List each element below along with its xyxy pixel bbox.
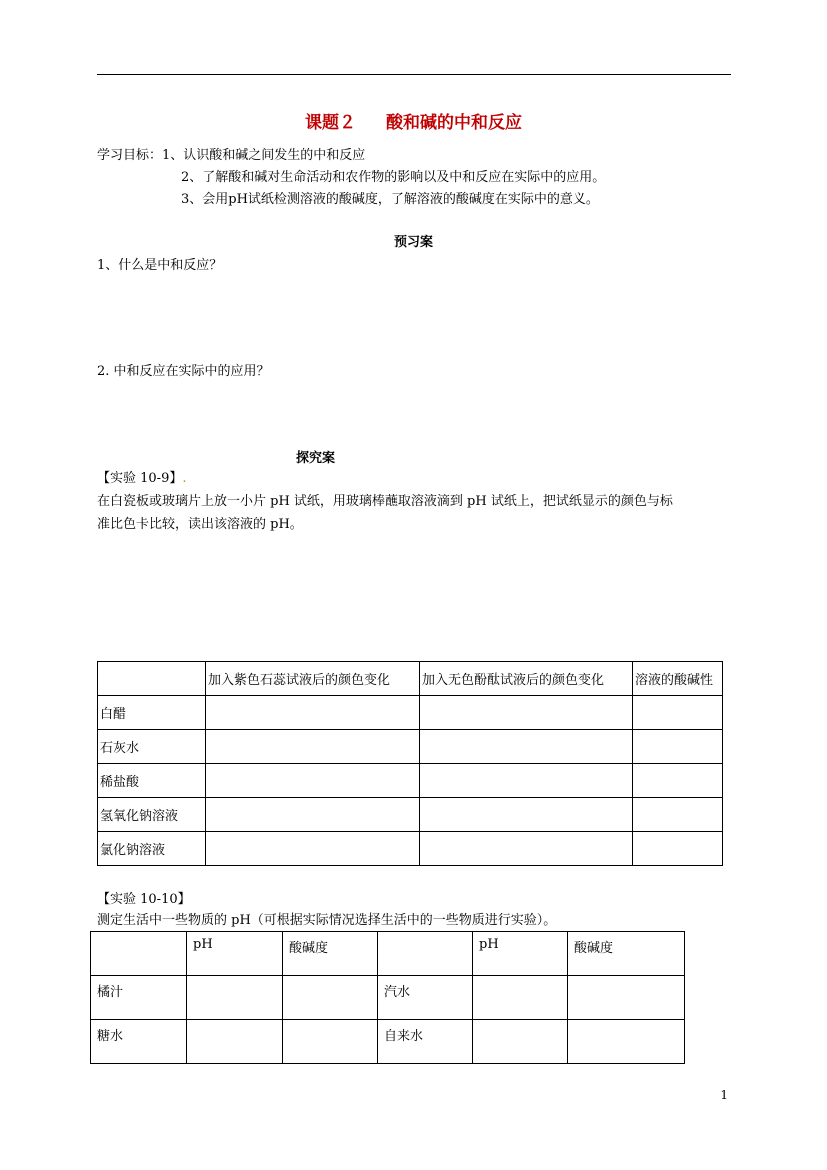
table-row <box>98 696 723 730</box>
row-label: 氢氧化钠溶液 <box>98 798 206 832</box>
preview-question-2: 2. 中和反应在实际中的应用？ <box>97 364 270 379</box>
experiment-10-9-title: 【实验 10-9】. <box>97 471 187 486</box>
table-row <box>91 976 685 1020</box>
answer-cell[interactable] <box>633 764 723 798</box>
table-header-cell: 加入紫色石蕊试液后的颜色变化 <box>206 662 420 696</box>
page-number: 1 <box>720 1088 728 1102</box>
indicator-table <box>97 661 723 866</box>
substance-label: 糖水 <box>91 1020 187 1064</box>
table-header-cell <box>91 932 187 976</box>
answer-cell[interactable] <box>420 730 633 764</box>
answer-cell[interactable] <box>206 696 420 730</box>
lesson-number: 课题２ <box>305 113 356 133</box>
answer-cell[interactable] <box>420 832 633 866</box>
table-row <box>98 730 723 764</box>
experiment-10-10-title: 【实验 10-10】 <box>97 892 191 907</box>
preview-question-1: 1、什么是中和反应？ <box>97 258 223 273</box>
answer-cell[interactable] <box>568 1020 685 1064</box>
learning-goal-1: 学习目标：1、认识酸和碱之间发生的中和反应 <box>97 148 366 163</box>
lesson-title: 酸和碱的中和反应 <box>386 113 522 133</box>
answer-cell[interactable] <box>187 1020 283 1064</box>
table-header-row <box>98 662 723 696</box>
table-header-cell: 加入无色酚酞试液后的颜色变化 <box>420 662 633 696</box>
table-header-cell: 酸碱度 <box>283 932 378 976</box>
table-header-cell: 酸碱度 <box>568 932 685 976</box>
table-row <box>91 1020 685 1064</box>
answer-cell[interactable] <box>283 976 378 1020</box>
row-label: 石灰水 <box>98 730 206 764</box>
table-row <box>98 832 723 866</box>
row-label: 白醋 <box>98 696 206 730</box>
answer-cell[interactable] <box>206 764 420 798</box>
answer-cell[interactable] <box>473 976 568 1020</box>
answer-cell[interactable] <box>420 696 633 730</box>
experiment-10-10-text: 测定生活中一些物质的 pH（可根据实际情况选择生活中的一些物质进行实验）。 <box>97 913 557 928</box>
page-title <box>0 108 827 133</box>
answer-cell[interactable] <box>420 764 633 798</box>
table-header-cell: pH <box>473 932 568 976</box>
answer-cell[interactable] <box>420 798 633 832</box>
answer-cell[interactable] <box>206 730 420 764</box>
answer-cell[interactable] <box>568 976 685 1020</box>
learning-goal-3: 3、会用pH试纸检测溶液的酸碱度，了解溶液的酸碱度在实际中的意义。 <box>181 192 599 207</box>
preview-heading: 预习案 <box>393 235 433 250</box>
experiment-10-9-text-2: 准比色卡比较，读出该溶液的 pH。 <box>97 517 303 532</box>
experiment-10-9-text-1: 在白瓷板或玻璃片上放一小片 pH 试纸，用玻璃棒蘸取溶液滴到 pH 试纸上，把试纸显示的颜色与标 <box>97 494 673 509</box>
table-header-cell <box>98 662 206 696</box>
answer-cell[interactable] <box>283 1020 378 1064</box>
header-rule <box>97 74 731 75</box>
substance-label: 橘汁 <box>91 976 187 1020</box>
table-header-row <box>91 932 685 976</box>
answer-cell[interactable] <box>633 832 723 866</box>
table-row <box>98 764 723 798</box>
table-header-cell <box>378 932 473 976</box>
answer-cell[interactable] <box>187 976 283 1020</box>
row-label: 氯化钠溶液 <box>98 832 206 866</box>
table-header-cell: pH <box>187 932 283 976</box>
learning-goal-2: 2、了解酸和碱对生命活动和农作物的影响以及中和反应在实际中的应用。 <box>181 170 606 185</box>
table-row <box>98 798 723 832</box>
substance-label: 汽水 <box>378 976 473 1020</box>
table-header-cell: 溶液的酸碱性 <box>633 662 723 696</box>
substance-label: 自来水 <box>378 1020 473 1064</box>
answer-cell[interactable] <box>633 696 723 730</box>
answer-cell[interactable] <box>473 1020 568 1064</box>
row-label: 稀盐酸 <box>98 764 206 798</box>
answer-cell[interactable] <box>633 730 723 764</box>
answer-cell[interactable] <box>206 832 420 866</box>
answer-cell[interactable] <box>633 798 723 832</box>
explore-heading: 探究案 <box>296 451 336 466</box>
answer-cell[interactable] <box>206 798 420 832</box>
ph-table <box>90 931 685 1064</box>
